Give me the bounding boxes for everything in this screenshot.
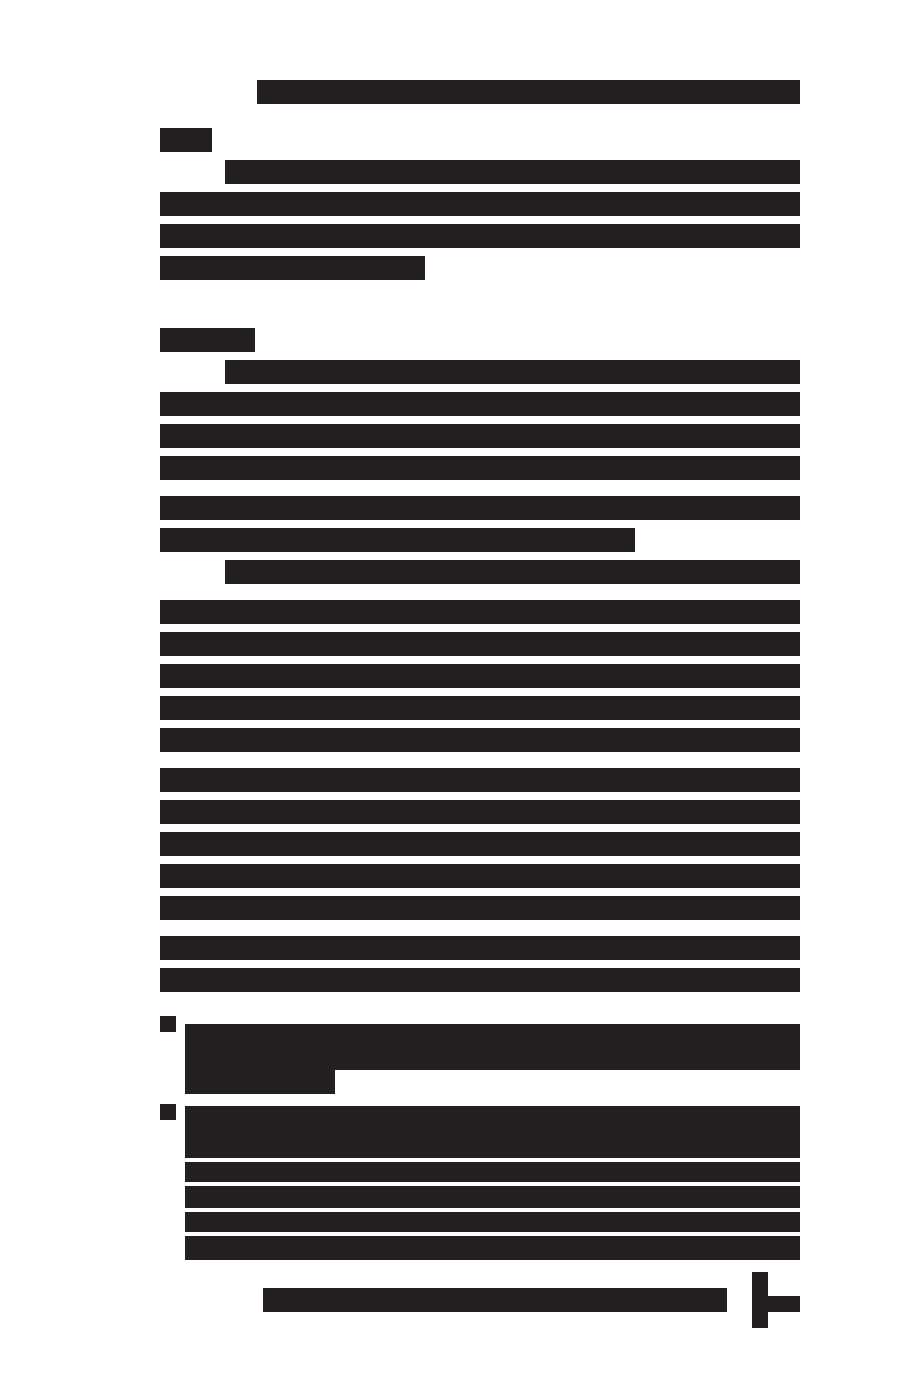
page-number-marker bbox=[752, 1296, 800, 1312]
paragraph-line bbox=[160, 256, 425, 280]
section-heading bbox=[160, 328, 255, 352]
paragraph-line bbox=[160, 696, 800, 720]
footnote-marker bbox=[160, 1016, 176, 1032]
footnote-marker bbox=[160, 1104, 176, 1120]
footer-text bbox=[263, 1288, 727, 1312]
paragraph-line bbox=[160, 864, 800, 888]
paragraph-line bbox=[225, 560, 800, 584]
paragraph-line bbox=[160, 600, 800, 624]
paragraph-line bbox=[160, 768, 800, 792]
paragraph-line bbox=[160, 392, 800, 416]
paragraph-line bbox=[160, 424, 800, 448]
footnote-line bbox=[185, 1212, 800, 1232]
paragraph-line bbox=[160, 496, 800, 520]
paragraph-line bbox=[160, 224, 800, 248]
paragraph-line bbox=[160, 832, 800, 856]
paragraph-line bbox=[160, 896, 800, 920]
paragraph-line bbox=[160, 632, 800, 656]
footnote-line bbox=[185, 1186, 800, 1208]
paragraph-line bbox=[225, 160, 800, 184]
paragraph-line bbox=[160, 968, 800, 992]
footnote-line bbox=[185, 1130, 800, 1158]
footnote-line bbox=[185, 1106, 800, 1130]
footnote-line bbox=[185, 1046, 800, 1070]
paragraph-line bbox=[160, 936, 800, 960]
footnote-line bbox=[185, 1024, 800, 1046]
footnote-line bbox=[185, 1236, 800, 1260]
paragraph-line bbox=[160, 456, 800, 480]
paragraph-line bbox=[225, 360, 800, 384]
paragraph-line bbox=[160, 800, 800, 824]
running-header-text bbox=[257, 80, 800, 104]
footnote-line bbox=[185, 1070, 335, 1094]
paragraph-line bbox=[160, 528, 635, 552]
section-heading bbox=[160, 128, 212, 152]
footnote-line bbox=[185, 1162, 800, 1182]
paragraph-line bbox=[160, 192, 800, 216]
paragraph-line bbox=[160, 728, 800, 752]
paragraph-line bbox=[160, 664, 800, 688]
